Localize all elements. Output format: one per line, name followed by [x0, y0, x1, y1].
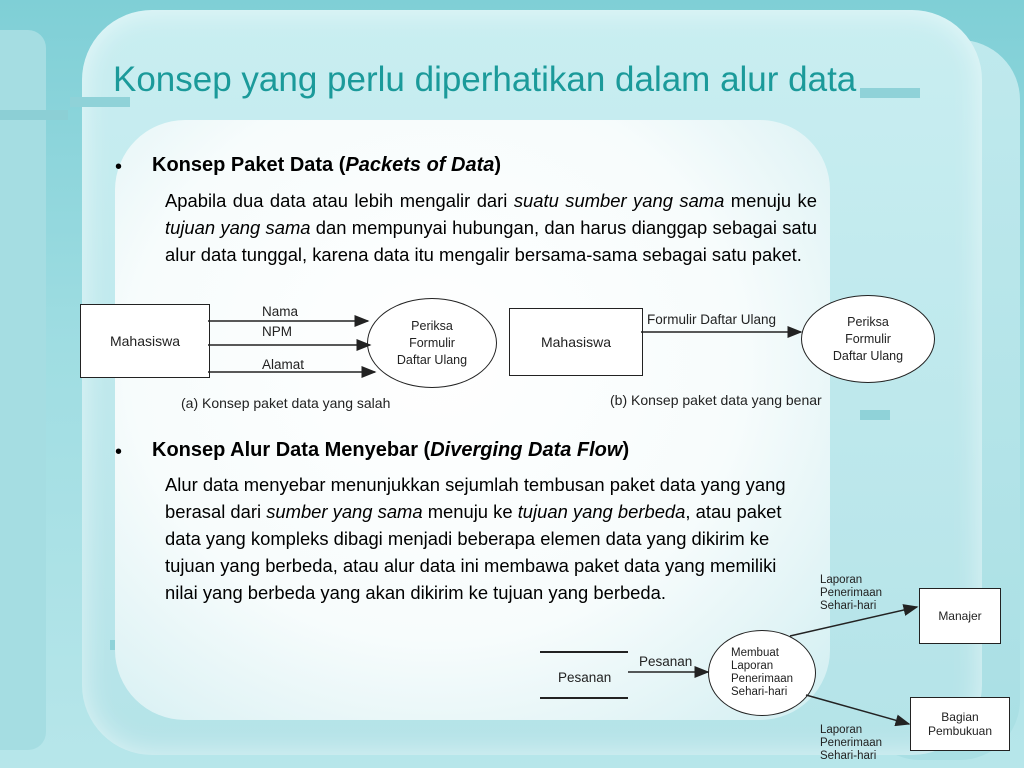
- bullet-marker: •: [115, 156, 123, 178]
- section2-heading: Konsep Alur Data Menyebar (Diverging Data Flow): [152, 439, 630, 461]
- section1-heading: Konsep Paket Data (Packets of Data): [152, 154, 502, 176]
- diagram-a-caption: (a) Konsep paket data yang salah: [181, 395, 391, 411]
- entity-box-bagian-pembukuan: Bagian Pembukuan: [910, 697, 1010, 751]
- arrow-to-pembukuan: [806, 695, 909, 724]
- flow-label-nama: Nama: [262, 304, 299, 319]
- process-ellipse-c: Membuat Laporan Penerimaan Sehari-hari: [708, 630, 816, 716]
- flow-label-alamat: Alamat: [262, 357, 305, 372]
- flow-label-laporan-top: Laporan Penerimaan Sehari-hari: [820, 574, 883, 612]
- entity-box-manajer: Manajer: [919, 588, 1001, 644]
- flow-label-pesanan: Pesanan: [639, 654, 693, 669]
- slide-title: Konsep yang perlu diperhatikan dalam alur data: [113, 60, 857, 99]
- diagram-b-caption: (b) Konsep paket data yang benar: [610, 392, 822, 408]
- process-ellipse-b: Periksa Formulir Daftar Ulang: [801, 295, 935, 383]
- section1-paragraph: Apabila dua data atau lebih mengalir dari suatu sumber yang sama menuju ke tujuan yang sama dan mempunyai hubungan, dan harus dianggap sebagai satu alur data tunggal, karena data itu mengalir bersama-sama sebagai satu paket.: [165, 190, 817, 265]
- bullet-marker: •: [115, 441, 123, 463]
- process-ellipse-a: Periksa Formulir Daftar Ulang: [367, 298, 497, 388]
- flow-label-npm: NPM: [262, 324, 292, 339]
- flow-label-laporan-bottom: Laporan Penerimaan Sehari-hari: [820, 724, 883, 762]
- entity-box-mahasiswa-a: Mahasiswa: [80, 304, 210, 378]
- entity-box-mahasiswa-b: Mahasiswa: [509, 308, 643, 376]
- section2-paragraph: Alur data menyebar menunjukkan sejumlah tembusan paket data yang yang berasal dari sumber yang sama menuju ke tujuan yang berbeda, atau paket data yang kompleks dibagi menjadi beberapa elemen data yang dikirim ke tujuan yang berbeda, atau alur data ini membawa paket data yang memiliki nilai yang berbeda yang akan dikirim ke tujuan yang berbeda.: [165, 474, 786, 603]
- flow-label-formulir: Formulir Daftar Ulang: [647, 312, 777, 327]
- arrow-to-manajer: [790, 607, 917, 636]
- data-store-pesanan: Pesanan: [558, 670, 612, 685]
